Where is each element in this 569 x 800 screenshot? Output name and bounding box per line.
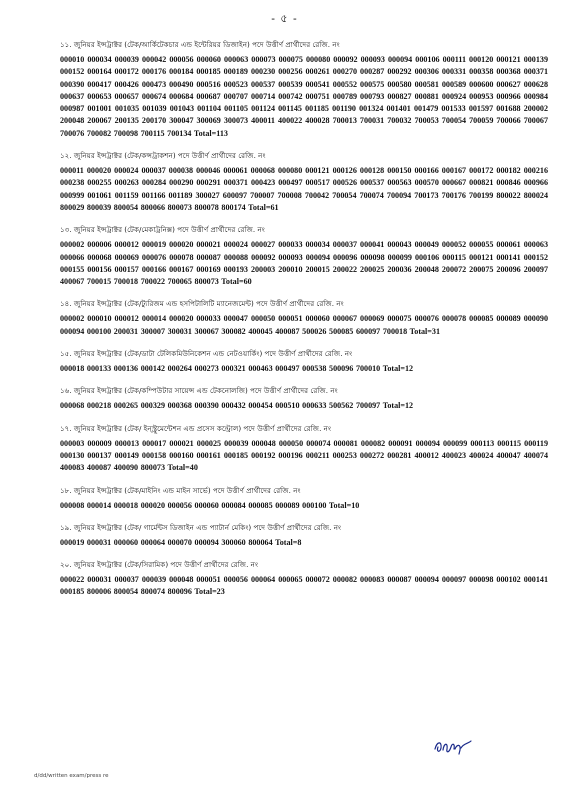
section-title: ২০. জুনিয়র ইন্সট্রাক্টর (টেক/সিরামিক) পদে উত্তীর্ণ প্রার্থীদের রেজি. নং [60, 560, 259, 570]
registration-numbers: 000002 000006 000012 000019 000020 000021 000024 000027 000033 000034 000037 000041 000043 000049 000052 000055 000061 000063 000066 000068 000069 000076 000078 000087 000088 000092 000093 000094 000096 000098 000099 000106 000115 000121 000141 000152 000155 000156 000157 000166 000167 000169 000193 200003 200010 200015 200022 200025 200036 200048 200072 200075 200096 200097 400067 700015 700018 700022 700065 800073 Total=60 [60, 240, 548, 287]
section-title: ১৫. জুনিয়র ইন্সট্রাক্টর (টেক/ডাটা টেলিকমিউনিকেশন এন্ড নেটওয়ার্কিং) পদে উত্তীর্ণ প্রার্থীদের রেজি. নং [60, 349, 353, 359]
registration-numbers: 000011 000020 000024 000037 000038 000046 000061 000068 000080 000121 000126 000128 000150 000166 000167 000172 000182 000216 000238 000255 000263 000284 000290 000291 000371 000423 000497 000517 000526 000537 000563 000570 000667 000821 000846 000966 000999 001061 001159 001166 001189 300027 600097 700007 700008 700042 700054 700074 700094 700173 700176 700199 800022 800024 800029 800039 800054 800066 800073 800078 800174 Total=61 [60, 166, 548, 212]
registration-numbers: 000008 000014 000018 000020 000056 000060 000084 000085 000089 000100 Total=10 [60, 500, 360, 510]
registration-numbers: 000022 000031 000037 000039 000048 000051 000056 000064 000065 000072 000082 000083 000087 000094 000097 000098 000102 000141 000185 800006 800054 800074 800096 Total=23 [60, 575, 548, 597]
section-title: ১৪. জুনিয়র ইন্সট্রাক্টর (টেক/ট্যুরিজম এন্ড হসপিটালিটি ম্যানেজমেন্ট) পদে উত্তীর্ণ প্রার্থীদের রেজি. নং [60, 299, 344, 309]
section-title: ১২. জুনিয়র ইন্সট্রাক্টর (টেক/কন্সট্রাকশন) পদে উত্তীর্ণ প্রার্থীদের রেজি. নং [60, 151, 266, 161]
file-path-footer: d/dd/written exam/press re [34, 773, 109, 779]
section-title: ১১. জুনিয়র ইন্সট্রাক্টর (টেক/আর্কিটেকচার এন্ড ইন্টেরিয়র ডিজাইন) পদে উত্তীর্ণ প্রার্থীদের রেজি. নং [60, 40, 340, 49]
result-section [60, 386, 548, 412]
result-section [60, 349, 548, 375]
result-section [60, 424, 548, 475]
result-section [60, 40, 548, 140]
page-number: - ৫ - [271, 12, 298, 25]
result-section [60, 560, 548, 599]
page-content [60, 40, 548, 610]
section-title: ১৯. জুনিয়র ইন্সট্রাক্টর (টেক/ গার্মেন্টস ডিজাইন এন্ড প্যাটার্ন মেকিং) পদে উত্তীর্ণ প্রার্থীদের রেজি. নং [60, 522, 342, 532]
section-title: ১৩. জুনিয়র ইন্সট্রাক্টর (টেক/মেকাট্রনিক্স) পদে উত্তীর্ণ প্রার্থীদের রেজি. নং [60, 225, 265, 235]
section-title: ১৮. জুনিয়র ইন্সট্রাক্টর (টেক/মাইনিং এন্ড মাইন সার্ভে) পদে উত্তীর্ণ প্রার্থীদের রেজি. নং [60, 485, 301, 495]
result-section [60, 151, 548, 214]
registration-numbers: 000010 000034 000039 000042 000056 000060 000063 000073 000075 000080 000092 000093 000094 000106 000111 000120 000121 000139 000152 000164 000172 000176 000184 000185 000189 000230 000256 000261 000270 000287 000292 000306 000331 000358 000368 000371 000390 000417 000426 000473 000490 000516 000523 000537 000539 000541 000552 000575 000580 000581 000589 000600 000627 000628 000637 000653 000657 000674 000684 000687 000707 000714 000742 000751 000789 000793 000827 000881 000924 000953 000966 000984 000987 001001 001035 001039 001043 001104 001105 001124 001145 001185 001190 001324 001401 001479 001533 001597 001688 200002 200048 200067 200135 200170 300047 300069 300073 400011 400022 400028 700013 700031 700032 700053 700054 700059 700066 700067 700076 700082 700098 700115 700134 Total=113 [60, 55, 548, 138]
result-section [60, 225, 548, 288]
result-section [60, 299, 548, 338]
handwritten-signature [433, 735, 473, 757]
registration-numbers: 000002 000010 000012 000014 000020 000033 000047 000050 000051 000060 000067 000069 000075 000076 000078 000085 000089 000090 000094 000100 200031 300007 300031 300067 300082 400045 400087 500026 500085 600097 700018 Total=31 [60, 314, 548, 336]
registration-numbers: 000019 000031 000060 000064 000070 000094 300060 800064 Total=8 [60, 537, 302, 547]
registration-numbers: 000003 000009 000013 000017 000021 000025 000039 000048 000050 000074 000081 000082 000091 000094 000099 000113 000115 000119 000130 000137 000149 000158 000160 000161 000185 000192 000196 000211 000253 000272 000281 400012 400023 400024 400047 400074 400083 400087 400090 800073 Total=40 [60, 438, 548, 473]
registration-numbers: 000068 000218 000265 000329 000368 000390 000432 000454 000510 000633 500562 700097 Total=12 [60, 401, 414, 411]
result-section [60, 486, 548, 512]
registration-numbers: 000018 000133 000136 000142 000264 000273 000321 000463 000497 000538 500096 700010 Total=12 [60, 364, 414, 374]
section-title: ১৭. জুনিয়র ইন্সট্রাক্টর (টেক/ ইন্স্ট্রুমেন্টেশন এন্ড প্রসেস কন্ট্রোল) পদে উত্তীর্ণ প্রার্থীদের রেজি. নং [60, 423, 332, 433]
result-section [60, 523, 548, 549]
section-title: ১৬. জুনিয়র ইন্সট্রাক্টর (টেক/কম্পিউটার সায়েন্স এন্ড টেকনোলজি) পদে উত্তীর্ণ প্রার্থীদের রেজি. নং [60, 386, 338, 396]
